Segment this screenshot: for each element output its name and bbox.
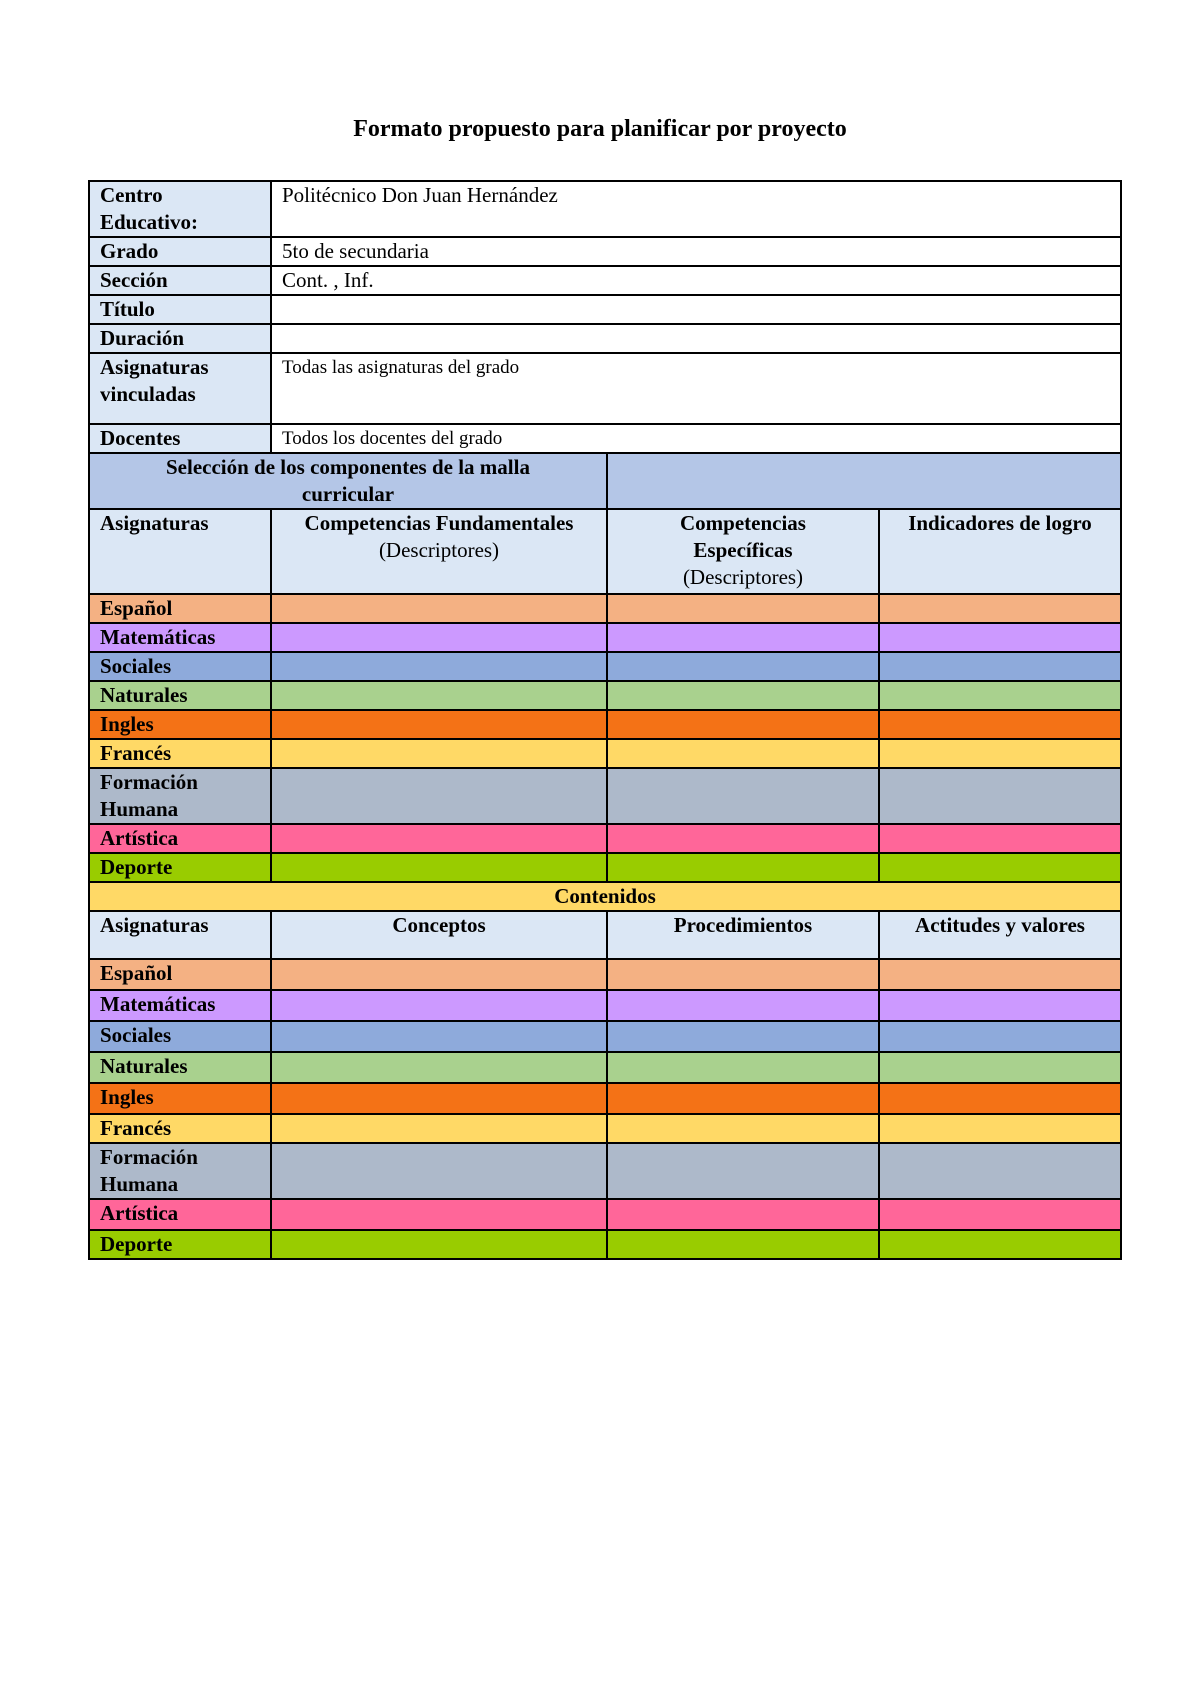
contenidos-cell[interactable]	[271, 1230, 607, 1259]
malla-row	[89, 652, 1121, 681]
malla-cell[interactable]	[271, 710, 607, 739]
docentes-label: Docentes	[89, 424, 271, 453]
contenidos-row	[89, 1143, 1121, 1199]
malla-row	[89, 594, 1121, 623]
page-title: Formato propuesto para planificar por proyecto	[353, 116, 847, 142]
contenidos-subject-name: Artística	[89, 1199, 271, 1230]
malla-col-fundamentales: Competencias Fundamentales (Descriptores)	[271, 509, 607, 594]
malla-cell[interactable]	[879, 681, 1121, 710]
asignaturas-vinculadas-label: Asignaturas vinculadas	[89, 353, 271, 424]
contenidos-subject-name: Naturales	[89, 1052, 271, 1083]
contenidos-cell[interactable]	[607, 959, 879, 990]
contenidos-cell[interactable]	[879, 1021, 1121, 1052]
malla-subject-name: Español	[89, 594, 271, 623]
duracion-value[interactable]	[271, 324, 1121, 353]
contenidos-cell[interactable]	[879, 1114, 1121, 1143]
contenidos-row	[89, 1114, 1121, 1143]
malla-cell[interactable]	[607, 681, 879, 710]
contenidos-subject-name: Español	[89, 959, 271, 990]
malla-cell[interactable]	[879, 652, 1121, 681]
project-plan-table	[88, 180, 1122, 1260]
malla-subject-name: Ingles	[89, 710, 271, 739]
malla-cell[interactable]	[879, 623, 1121, 652]
malla-subject-name: Deporte	[89, 853, 271, 882]
contenidos-row	[89, 1083, 1121, 1114]
malla-row	[89, 768, 1121, 824]
contenidos-cell[interactable]	[607, 1083, 879, 1114]
malla-col-indicadores: Indicadores de logro	[879, 509, 1121, 594]
malla-cell[interactable]	[271, 739, 607, 768]
contenidos-row	[89, 990, 1121, 1021]
malla-cell[interactable]	[879, 710, 1121, 739]
malla-cell[interactable]	[607, 739, 879, 768]
malla-cell[interactable]	[879, 768, 1121, 824]
contenidos-cell[interactable]	[607, 1230, 879, 1259]
contenidos-subject-name: Sociales	[89, 1021, 271, 1052]
malla-subject-name: Matemáticas	[89, 623, 271, 652]
titulo-label: Título	[89, 295, 271, 324]
contenidos-cell[interactable]	[271, 1199, 607, 1230]
malla-col-asignaturas: Asignaturas	[89, 509, 271, 594]
contenidos-cell[interactable]	[879, 1143, 1121, 1199]
malla-subject-name: Francés	[89, 739, 271, 768]
contenidos-row	[89, 1199, 1121, 1230]
seccion-label: Sección	[89, 266, 271, 295]
contenidos-cell[interactable]	[271, 990, 607, 1021]
malla-row	[89, 710, 1121, 739]
contenidos-cell[interactable]	[271, 1114, 607, 1143]
contenidos-subject-name: Deporte	[89, 1230, 271, 1259]
malla-cell[interactable]	[879, 824, 1121, 853]
malla-subject-name: Sociales	[89, 652, 271, 681]
contenidos-cell[interactable]	[271, 1143, 607, 1199]
contenidos-cell[interactable]	[607, 990, 879, 1021]
contenidos-subject-name: Ingles	[89, 1083, 271, 1114]
malla-cell[interactable]	[607, 652, 879, 681]
contenidos-cell[interactable]	[879, 1083, 1121, 1114]
contenidos-cell[interactable]	[271, 1052, 607, 1083]
contenidos-cell[interactable]	[879, 1199, 1121, 1230]
malla-cell[interactable]	[879, 739, 1121, 768]
malla-cell[interactable]	[607, 710, 879, 739]
malla-cell[interactable]	[271, 853, 607, 882]
malla-cell[interactable]	[271, 623, 607, 652]
contenidos-cell[interactable]	[879, 1052, 1121, 1083]
malla-subject-name: Naturales	[89, 681, 271, 710]
docentes-value[interactable]: Todos los docentes del grado	[271, 424, 1121, 453]
contenidos-cell[interactable]	[271, 1021, 607, 1052]
centro-value[interactable]: Politécnico Don Juan Hernández	[271, 181, 1121, 237]
contenidos-subject-name: Francés	[89, 1114, 271, 1143]
malla-row	[89, 853, 1121, 882]
malla-cell[interactable]	[607, 768, 879, 824]
contenidos-col-actitudes: Actitudes y valores	[879, 911, 1121, 959]
malla-cell[interactable]	[271, 824, 607, 853]
grado-label: Grado	[89, 237, 271, 266]
contenidos-row	[89, 1052, 1121, 1083]
malla-cell[interactable]	[879, 853, 1121, 882]
malla-section-header: Selección de los componentes de la malla curricular	[89, 453, 607, 509]
contenidos-cell[interactable]	[607, 1143, 879, 1199]
contenidos-cell[interactable]	[607, 1199, 879, 1230]
malla-section-header-empty	[607, 453, 1121, 509]
contenidos-subject-name: Formación Humana	[89, 1143, 271, 1199]
contenidos-row	[89, 959, 1121, 990]
malla-cell[interactable]	[271, 594, 607, 623]
contenidos-cell[interactable]	[271, 959, 607, 990]
malla-subject-name: Formación Humana	[89, 768, 271, 824]
malla-row	[89, 623, 1121, 652]
malla-cell[interactable]	[879, 594, 1121, 623]
contenidos-col-asignaturas: Asignaturas	[89, 911, 271, 959]
contenidos-row	[89, 1230, 1121, 1259]
malla-subject-name: Artística	[89, 824, 271, 853]
malla-row	[89, 824, 1121, 853]
contenidos-section-header: Contenidos	[89, 882, 1121, 911]
contenidos-row	[89, 1021, 1121, 1052]
duracion-label: Duración	[89, 324, 271, 353]
malla-cell[interactable]	[607, 853, 879, 882]
contenidos-subject-rows	[89, 959, 1121, 1259]
contenidos-col-conceptos: Conceptos	[271, 911, 607, 959]
contenidos-cell[interactable]	[879, 1230, 1121, 1259]
contenidos-cell[interactable]	[607, 1114, 879, 1143]
malla-cell[interactable]	[271, 681, 607, 710]
malla-cell[interactable]	[271, 768, 607, 824]
contenidos-col-procedimientos: Procedimientos	[607, 911, 879, 959]
malla-cell[interactable]	[271, 652, 607, 681]
seccion-value[interactable]: Cont. , Inf.	[271, 266, 1121, 295]
malla-cell[interactable]	[607, 623, 879, 652]
malla-cell[interactable]	[607, 824, 879, 853]
malla-col-especificas: Competencias Específicas (Descriptores)	[607, 509, 879, 594]
titulo-value[interactable]	[271, 295, 1121, 324]
malla-row	[89, 681, 1121, 710]
contenidos-subject-name: Matemáticas	[89, 990, 271, 1021]
grado-value[interactable]: 5to de secundaria	[271, 237, 1121, 266]
centro-label: Centro Educativo:	[89, 181, 271, 237]
contenidos-cell[interactable]	[607, 1021, 879, 1052]
malla-subject-rows	[89, 594, 1121, 882]
contenidos-cell[interactable]	[271, 1083, 607, 1114]
contenidos-cell[interactable]	[607, 1052, 879, 1083]
malla-cell[interactable]	[607, 594, 879, 623]
malla-row	[89, 739, 1121, 768]
contenidos-cell[interactable]	[879, 990, 1121, 1021]
contenidos-cell[interactable]	[879, 959, 1121, 990]
asignaturas-vinculadas-value[interactable]: Todas las asignaturas del grado	[271, 353, 1121, 424]
